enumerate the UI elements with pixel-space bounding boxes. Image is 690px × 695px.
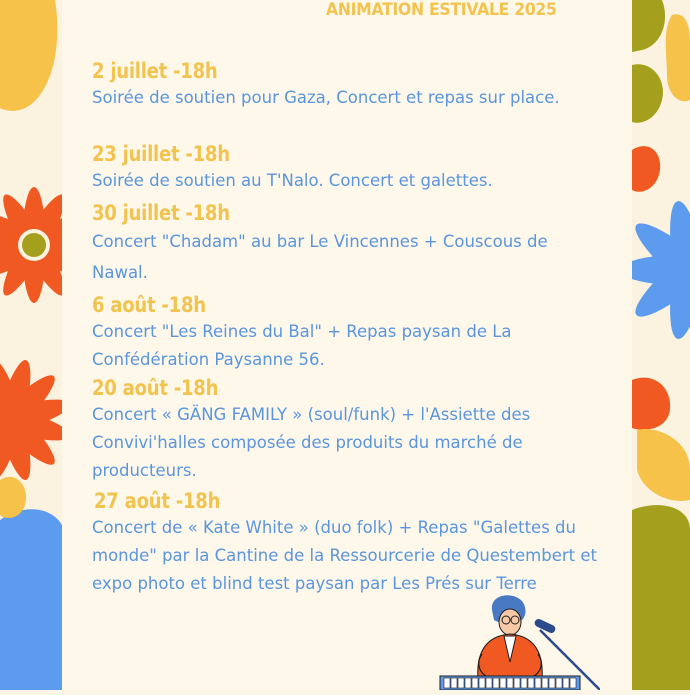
event-description: Soirée de soutien au T'Nalo. Concert et galettes. bbox=[92, 171, 493, 190]
event-description: Concert "Les Reines du Bal" + Repas paysan de La Confédération Paysanne 56. bbox=[92, 322, 512, 369]
event-item bbox=[94, 488, 604, 598]
event-description: Concert "Chadam" au bar Le Vincennes + Couscous de Nawal. bbox=[92, 232, 548, 282]
event-date: 27 août -18h bbox=[94, 489, 221, 513]
flower-pattern-left bbox=[0, 0, 62, 690]
event-date: 2 juillet -18h bbox=[92, 59, 218, 83]
event-date: 6 août -18h bbox=[92, 293, 206, 317]
event-item bbox=[92, 375, 602, 485]
keyboard-player-illustration bbox=[430, 592, 600, 695]
page-title: ANIMATION ESTIVALE 2025 bbox=[326, 0, 557, 20]
event-description: Concert de « Kate White » (duo folk) + Repas "Galettes du monde" par la Cantine de la Ressourcerie de Questembert et expo photo et blind test paysan par Les Prés sur Terre bbox=[92, 518, 597, 593]
event-date: 20 août -18h bbox=[92, 376, 219, 400]
event-date: 30 juillet -18h bbox=[92, 201, 230, 225]
event-item bbox=[92, 58, 602, 112]
event-description: Soirée de soutien pour Gaza, Concert et repas sur place. bbox=[92, 88, 560, 107]
event-item bbox=[92, 292, 602, 374]
event-item bbox=[92, 141, 602, 195]
event-item bbox=[92, 200, 602, 288]
event-description: Concert « GÄNG FAMILY » (soul/funk) + l'Assiette des Convivi'halles composée des produits du marché de producteurs. bbox=[92, 405, 531, 480]
flower-pattern-right bbox=[632, 0, 690, 690]
event-date: 23 juillet -18h bbox=[92, 142, 230, 166]
